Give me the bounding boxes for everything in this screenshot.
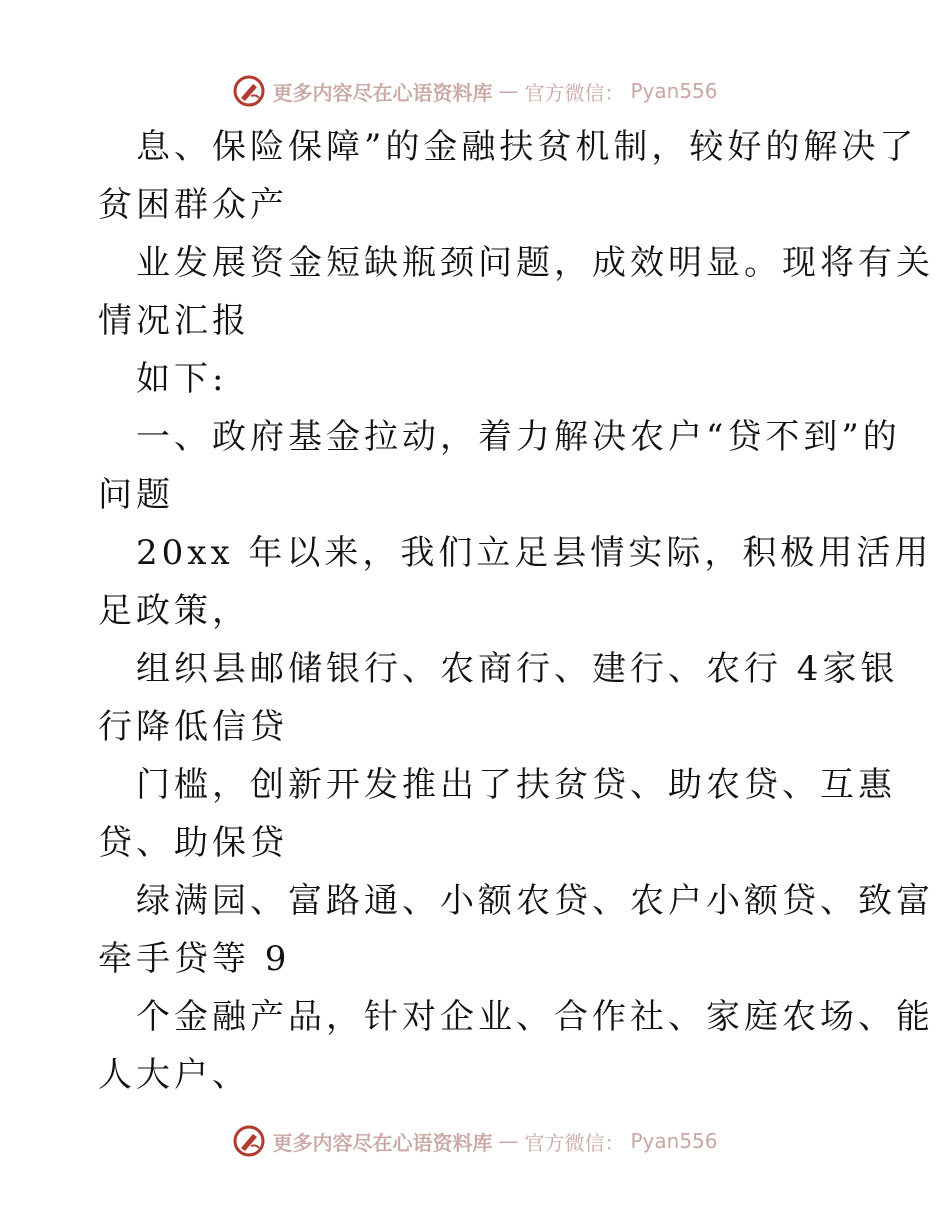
body-line: 行降低信贷: [98, 707, 288, 747]
watermark-text: 更多内容尽在心语资料库: [272, 80, 493, 105]
body-line: 20xx 年以来，我们立足县情实际，积极用活用: [136, 533, 933, 573]
watermark-separator: —: [498, 1129, 519, 1153]
header-watermark: [0, 71, 950, 111]
body-line: 贫困群众产: [98, 185, 288, 225]
body-line: 贷、助保贷: [98, 823, 288, 863]
body-line: 绿满园、富路通、小额农贷、农户小额贷、致富: [136, 881, 934, 921]
body-line: 如下:: [136, 359, 228, 399]
watermark-text: 更多内容尽在心语资料库: [272, 1130, 493, 1155]
watermark-wechat-id: Pyan556: [630, 79, 718, 103]
document-body: [98, 118, 934, 1104]
body-line: 问题: [98, 475, 174, 515]
body-line: 业发展资金短缺瓶颈问题，成效明显。现将有关: [136, 243, 934, 283]
watermark-separator: —: [498, 79, 519, 103]
watermark-wechat-label: 官方微信：: [524, 80, 625, 105]
body-line: 牵手贷等 9: [98, 939, 291, 979]
body-line: 息、保险保障”的金融扶贫机制，较好的解决了: [136, 127, 918, 167]
body-line: 组织县邮储银行、农商行、建行、农行 4家银: [136, 649, 899, 689]
body-line: 一、政府基金拉动，着力解决农户“贷不到”的: [136, 417, 901, 457]
logo-icon: [232, 74, 266, 108]
body-line: 足政策，: [98, 591, 250, 631]
logo-icon: [232, 1124, 266, 1158]
body-line: 个金融产品，针对企业、合作社、家庭农场、能: [136, 997, 934, 1037]
body-line: 人大户、: [98, 1055, 250, 1095]
watermark-wechat-label: 官方微信：: [524, 1130, 625, 1155]
body-line: 门槛，创新开发推出了扶贫贷、助农贷、互惠: [136, 765, 896, 805]
watermark-wechat-id: Pyan556: [630, 1129, 718, 1153]
footer-watermark: [0, 1121, 950, 1161]
body-line: 情况汇报: [98, 301, 250, 341]
